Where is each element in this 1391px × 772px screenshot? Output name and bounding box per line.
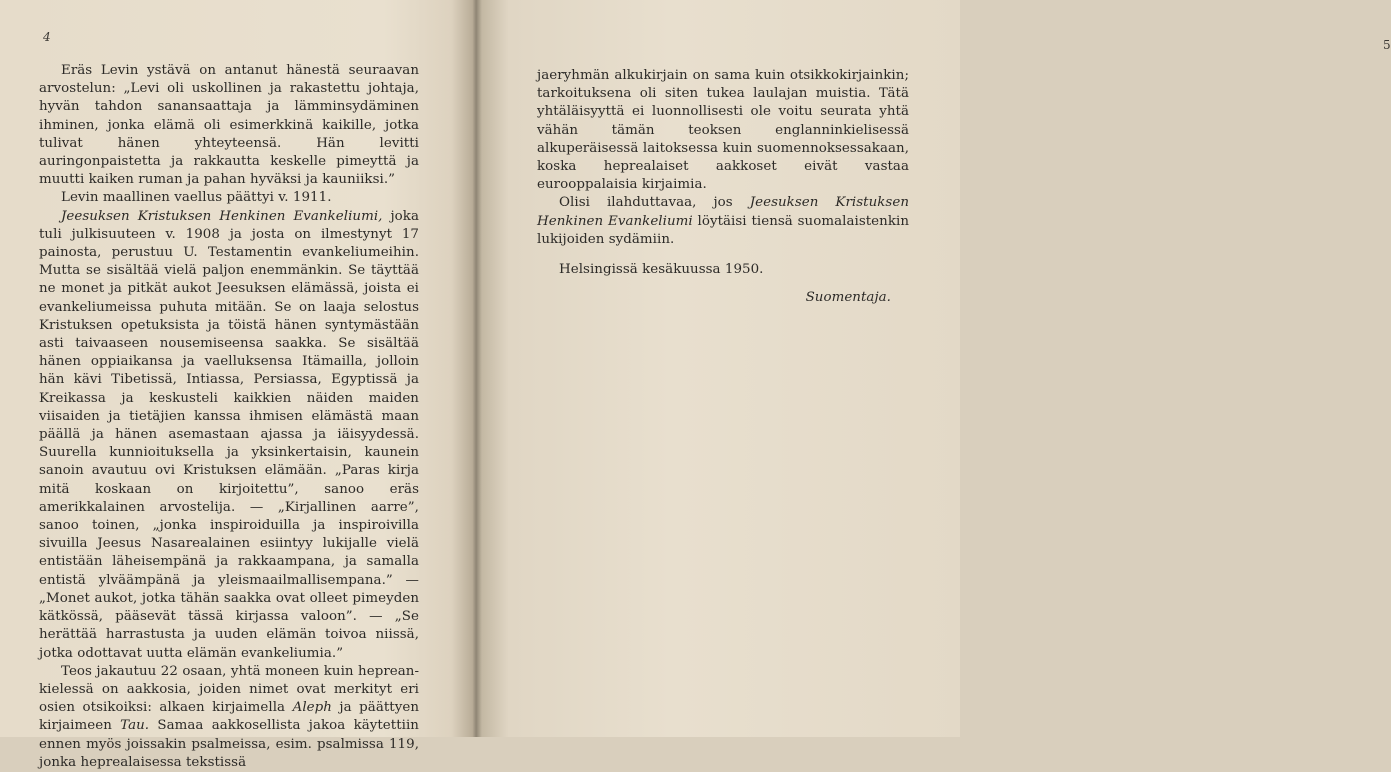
paragraph-structure [39,663,419,772]
letter-tau: Tau. [120,718,150,734]
paragraph-acrostic: jaeryhmän alkukirjain on sama kuin otsikkokirjainkin; tarkoituksena oli siten tukea laulajan muistia. Tätä yhtäläisyyttä ei luonnollisesti ole voitu seurata yhtä vähän tämän teoksen englanninkielisessä alkuperäisessä laitoksessa kuin suomennoksessakaan, koska heprealaiset aakkoset eivät vastaa eurooppalaisia kirjaimia. [537,68,909,193]
book-title: Jeesuksen Kristuksen Henkinen Evankeliumi, [61,208,383,224]
paragraph-death: Levin maallinen vaellus päättyi v. 1911. [61,190,332,206]
wish-text-1: Olisi ilahduttavaa, jos [559,195,750,211]
structure-text-3: Samaa aakkosellista jakoa käytettiin ennen myös joissakin psalmeissa, esim. psalmissa 119, jonka heprealaisessa tekstissä [39,718,419,770]
book-title-right: Jeesuksen Kristuksen Henkinen Evankeliumi [537,195,910,229]
page-number-left: 4 [43,30,51,44]
letter-aleph: Aleph [292,700,332,716]
paragraph-wish [537,194,909,249]
wish-text-2: löytäisi tiensä suomalaistenkin lukijoiden sydämiin. [537,213,909,247]
place-date: Helsingissä kesäkuussa 1950. [559,262,764,278]
paragraph-review: Eräs Levin ystävä on antanut hänestä seuraavan arvostelun: „Levi oli uskollinen ja rakastettu johtaja, hyvän tahdon sanansaattaja ja lämminsydäminen ihminen, jonka elämä oli esimerkkinä kaikille, jotka tulivat hänen yhteyteensä. Hän levitti auringonpaistetta ja rakkautta keskelle pimeyttä ja muutti kaiken ruman ja pahan hyväksi ja kauniiksi.” [39,63,419,188]
right-page-text [537,67,909,307]
left-page [0,0,470,770]
book-description-text: joka tuli julkisuuteen v. 1908 ja josta on ilmestynyt 17 painosta, perustuu U. Testamentin evankeliumeihin. Mutta se sisältää vielä paljon enemmänkin. Se täyttää ne monet ja pitkät aukot Jeesuksen elämässä, joista ei evankeliumeissa puhuta mitään. Se on laaja selostus Kristuksen opetuksista ja töistä hänen syntymästään asti taivaaseen nousemiseensa saakka. Se sisältää hänen oppiaikansa ja vaelluksensa Itämailla, jolloin hän kävi Tibetissä, Intiassa, Persiassa, Egyptissä ja Kreikassa ja keskusteli kaikkien näiden maiden viisaiden ja tietäjien kanssa ihmisen elämästä maan päällä ja hänen asemastaan ajassa ja iäisyydessä. Suurella kunnioituksella ja yksinkertaisin, kaunein sanoin avautuu ovi Kristuksen elämään. „Paras kirja mitä koskaan on kirjoitettu”, sanoo eräs amerikkalainen arvostelija. — „Kirjallinen aarre”, sanoo toinen, „jonka inspiroiduilla ja inspiroivilla sivuilla Jeesus Nasarealainen esiintyy lukijalle vielä entistään läheisempänä ja rakkaampana, ja samalla entistä ylväämpänä ja yleismaailmallisempana.” — „Monet aukot, jotka tähän saakka ovat olleet pimeyden kätkössä, pääsevät tässä kirjassa valoon”. — „Se herättää harrastusta ja uuden elämän toivoa niissä, jotka odottavat uutta elämän evankeliumia.” [39,208,419,661]
left-page-text [39,62,419,772]
paragraph-book-description [39,208,419,663]
page-number-right: 5 [1383,38,1391,52]
structure-text-2: ja päättyen kirjaimeen [39,700,419,734]
translator-signature: Suomentaja. [805,290,891,306]
structure-text-1: Teos jakautuu 22 osaan, yhtä moneen kuin hepreankielessä on aakkosia, joiden nimet ovat merkityt eri osien otsikoiksi: alkaen kirjaimella [39,663,419,716]
